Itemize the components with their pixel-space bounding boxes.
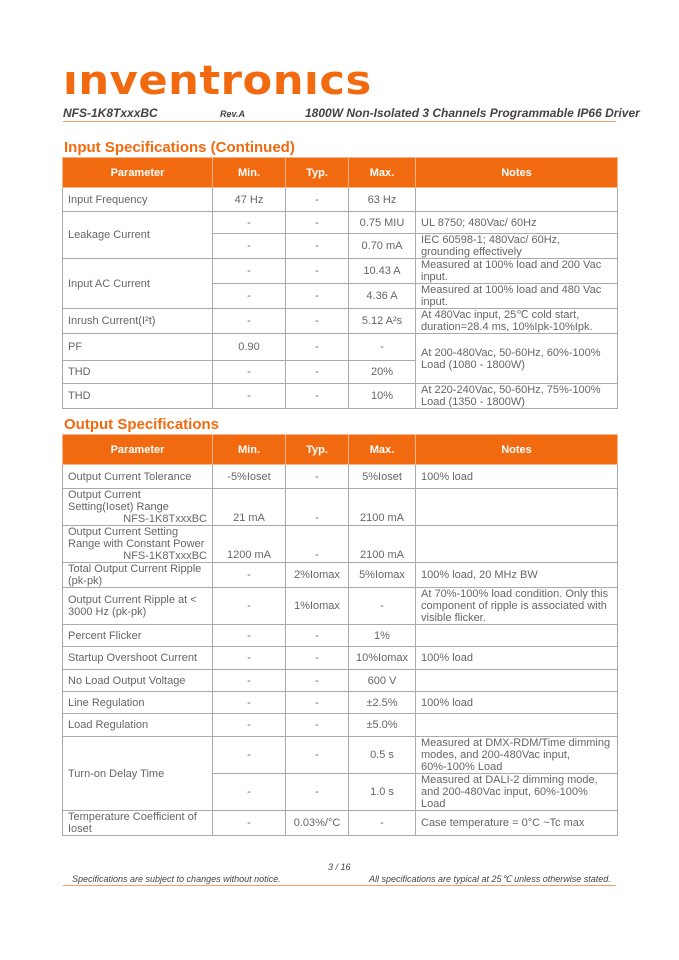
- parameter-label: PF: [68, 341, 83, 353]
- max-cell: 5%Ioset: [349, 465, 416, 489]
- max-cell: 1.0 s: [349, 774, 416, 811]
- column-header: Notes: [416, 435, 618, 465]
- parameter-model: NFS-1K8TxxxBC: [123, 550, 207, 562]
- typ-cell: -: [286, 361, 349, 384]
- notes-cell: IEC 60598-1; 480Vac/ 60Hz, grounding effectively: [416, 234, 618, 259]
- typ-cell: -: [286, 489, 349, 526]
- table-row: [63, 309, 618, 334]
- min-cell: -: [213, 811, 286, 836]
- table-row: [63, 384, 618, 409]
- parameter-cell: [63, 489, 213, 526]
- typ-cell: -: [286, 384, 349, 409]
- input-section-title: Input Specifications (Continued): [64, 139, 295, 156]
- parameter-cell: [63, 361, 213, 384]
- parameter-cell: [63, 563, 213, 588]
- typ-cell: -: [286, 692, 349, 714]
- typ-cell: 2%Iomax: [286, 563, 349, 588]
- typ-cell: -: [286, 334, 349, 361]
- table-header-row: [63, 158, 618, 188]
- min-cell: -: [213, 774, 286, 811]
- min-cell: -: [213, 692, 286, 714]
- parameter-label: Output Current Tolerance: [68, 470, 192, 483]
- table-row: [63, 489, 618, 526]
- max-cell: 2100 mA: [349, 489, 416, 526]
- notes-cell: Measured at DMX-RDM/Time dimming modes, and 200-480Vac input, 60%-100% Load: [416, 737, 618, 774]
- notes-cell: [416, 489, 618, 526]
- parameter-cell: [63, 384, 213, 409]
- max-cell: ±5.0%: [349, 714, 416, 737]
- notes-cell: Measured at 100% load and 480 Vac input.: [416, 284, 618, 309]
- min-cell: -: [213, 647, 286, 670]
- parameter-label: Temperature Coefficient of Ioset: [68, 811, 197, 835]
- min-cell: 21 mA: [213, 489, 286, 526]
- inventronics-logo: ınventronıcs: [63, 58, 372, 104]
- column-header: Parameter: [63, 158, 213, 188]
- column-header: Min.: [213, 158, 286, 188]
- header-divider: [63, 121, 616, 122]
- min-cell: -: [213, 259, 286, 284]
- table-row: [63, 563, 618, 588]
- notes-cell: At 70%-100% load condition. Only this component of ripple is associated with visible flicker.: [416, 588, 618, 625]
- parameter-cell: [63, 670, 213, 692]
- notes-cell: [416, 670, 618, 692]
- typ-cell: -: [286, 625, 349, 647]
- table-row: [63, 526, 618, 563]
- typ-cell: -: [286, 774, 349, 811]
- min-cell: -: [213, 212, 286, 234]
- typ-cell: -: [286, 188, 349, 212]
- parameter-cell: [63, 737, 213, 811]
- parameter-label: Percent Flicker: [68, 629, 142, 642]
- parameter-label: Load Regulation: [68, 719, 149, 731]
- notes-cell: Case temperature = 0°C ~Tc max: [416, 811, 618, 836]
- typ-cell: -: [286, 234, 349, 259]
- parameter-label: Turn-on Delay Time: [68, 767, 165, 780]
- min-cell: -: [213, 714, 286, 737]
- table-row: [63, 188, 618, 212]
- min-cell: -: [213, 361, 286, 384]
- table-header-row: [63, 435, 618, 465]
- typ-cell: 1%Iomax: [286, 588, 349, 625]
- column-header: Min.: [213, 435, 286, 465]
- notes-cell: [416, 188, 618, 212]
- typ-cell: -: [286, 526, 349, 563]
- footer-divider: [63, 885, 616, 886]
- table-row: [63, 811, 618, 836]
- max-cell: -: [349, 334, 416, 361]
- parameter-cell: [63, 588, 213, 625]
- notes-cell: At 200-480Vac, 50-60Hz, 60%-100% Load (1080 - 1800W): [416, 334, 618, 384]
- typ-cell: -: [286, 647, 349, 670]
- max-cell: 0.70 mA: [349, 234, 416, 259]
- notes-cell: [416, 526, 618, 563]
- max-cell: 2100 mA: [349, 526, 416, 563]
- table-row: [63, 625, 618, 647]
- min-cell: -: [213, 234, 286, 259]
- parameter-label: Input AC Current: [68, 277, 150, 290]
- parameter-label: Line Regulation: [68, 696, 145, 709]
- typ-cell: 0.03%/°C: [286, 811, 349, 836]
- table-row: [63, 334, 618, 361]
- max-cell: -: [349, 588, 416, 625]
- max-cell: 20%: [349, 361, 416, 384]
- typ-cell: -: [286, 737, 349, 774]
- max-cell: 5%Iomax: [349, 563, 416, 588]
- parameter-label: Total Output Current Ripple (pk-pk): [68, 563, 202, 587]
- parameter-cell: [63, 647, 213, 670]
- max-cell: 4.36 A: [349, 284, 416, 309]
- parameter-label: Output Current Setting Range with Constant Power: [68, 526, 205, 550]
- max-cell: 10%: [349, 384, 416, 409]
- table-row: [63, 259, 618, 284]
- typ-cell: -: [286, 714, 349, 737]
- page-number: 3 / 16: [328, 862, 351, 872]
- min-cell: -: [213, 384, 286, 409]
- max-cell: 600 V: [349, 670, 416, 692]
- table-row: [63, 714, 618, 737]
- notes-cell: 100% load: [416, 692, 618, 714]
- footer-note: All specifications are typical at 25℃ unless otherwise stated.: [369, 874, 611, 884]
- table-row: [63, 737, 618, 774]
- parameter-cell: [63, 625, 213, 647]
- table-row: [63, 647, 618, 670]
- max-cell: -: [349, 811, 416, 836]
- typ-cell: -: [286, 259, 349, 284]
- parameter-label: Startup Overshoot Current: [68, 652, 198, 664]
- parameter-model: NFS-1K8TxxxBC: [123, 513, 207, 525]
- output-specs-table: [62, 434, 618, 836]
- min-cell: -: [213, 588, 286, 625]
- min-cell: -: [213, 670, 286, 692]
- parameter-label: Output Current Ripple at < 3000 Hz (pk-pk): [68, 594, 197, 618]
- parameter-cell: [63, 811, 213, 836]
- min-cell: 1200 mA: [213, 526, 286, 563]
- parameter-label: THD: [68, 390, 91, 402]
- notes-cell: [416, 714, 618, 737]
- parameter-cell: [63, 692, 213, 714]
- parameter-cell: [63, 465, 213, 489]
- max-cell: 10%Iomax: [349, 647, 416, 670]
- footer-disclaimer: Specifications are subject to changes without notice.: [72, 874, 281, 884]
- table-row: [63, 588, 618, 625]
- max-cell: 10.43 A: [349, 259, 416, 284]
- notes-cell: [416, 625, 618, 647]
- min-cell: -: [213, 563, 286, 588]
- min-cell: 0.90: [213, 334, 286, 361]
- table-row: [63, 692, 618, 714]
- typ-cell: -: [286, 309, 349, 334]
- parameter-cell: [63, 714, 213, 737]
- parameter-cell: [63, 526, 213, 563]
- parameter-cell: [63, 212, 213, 259]
- column-header: Max.: [349, 435, 416, 465]
- parameter-label: Inrush Current(I²t): [68, 315, 156, 327]
- notes-cell: UL 8750; 480Vac/ 60Hz: [416, 212, 618, 234]
- notes-cell: Measured at 100% load and 200 Vac input.: [416, 259, 618, 284]
- typ-cell: -: [286, 465, 349, 489]
- output-section-title: Output Specifications: [64, 416, 220, 433]
- typ-cell: -: [286, 284, 349, 309]
- column-header: Typ.: [286, 435, 349, 465]
- parameter-cell: [63, 334, 213, 361]
- min-cell: -5%Ioset: [213, 465, 286, 489]
- min-cell: -: [213, 284, 286, 309]
- notes-cell: At 480Vac input, 25℃ cold start, duration=28.4 ms, 10%Ipk-10%Ipk.: [416, 309, 618, 334]
- parameter-cell: [63, 188, 213, 212]
- parameter-label: No Load Output Voltage: [68, 674, 186, 687]
- model-number: NFS-1K8TxxxBC: [63, 106, 158, 120]
- notes-cell: At 220-240Vac, 50-60Hz, 75%-100% Load (1350 - 1800W): [416, 384, 618, 409]
- parameter-cell: [63, 309, 213, 334]
- max-cell: 1%: [349, 625, 416, 647]
- column-header: Parameter: [63, 435, 213, 465]
- revision: Rev.A: [220, 109, 246, 119]
- typ-cell: -: [286, 212, 349, 234]
- column-header: Max.: [349, 158, 416, 188]
- max-cell: 63 Hz: [349, 188, 416, 212]
- table-row: [63, 465, 618, 489]
- parameter-label: THD: [68, 366, 91, 378]
- notes-cell: 100% load: [416, 647, 618, 670]
- min-cell: -: [213, 737, 286, 774]
- column-header: Typ.: [286, 158, 349, 188]
- notes-cell: Measured at DALI-2 dimming mode, and 200-480Vac input, 60%-100% Load: [416, 774, 618, 811]
- notes-cell: 100% load: [416, 465, 618, 489]
- table-row: [63, 670, 618, 692]
- parameter-label: Leakage Current: [68, 229, 150, 241]
- parameter-label: Input Frequency: [68, 193, 148, 206]
- column-header: Notes: [416, 158, 618, 188]
- min-cell: -: [213, 625, 286, 647]
- max-cell: 5.12 A²s: [349, 309, 416, 334]
- parameter-cell: [63, 259, 213, 309]
- typ-cell: -: [286, 670, 349, 692]
- min-cell: -: [213, 309, 286, 334]
- document-title: 1800W Non-Isolated 3 Channels Programmable IP66 Driver: [305, 106, 640, 120]
- parameter-label: Output Current Setting(Ioset) Range: [68, 489, 169, 513]
- max-cell: 0.75 MIU: [349, 212, 416, 234]
- notes-cell: 100% load, 20 MHz BW: [416, 563, 618, 588]
- min-cell: 47 Hz: [213, 188, 286, 212]
- input-specs-table: [62, 157, 618, 409]
- max-cell: ±2.5%: [349, 692, 416, 714]
- max-cell: 0.5 s: [349, 737, 416, 774]
- table-row: [63, 212, 618, 234]
